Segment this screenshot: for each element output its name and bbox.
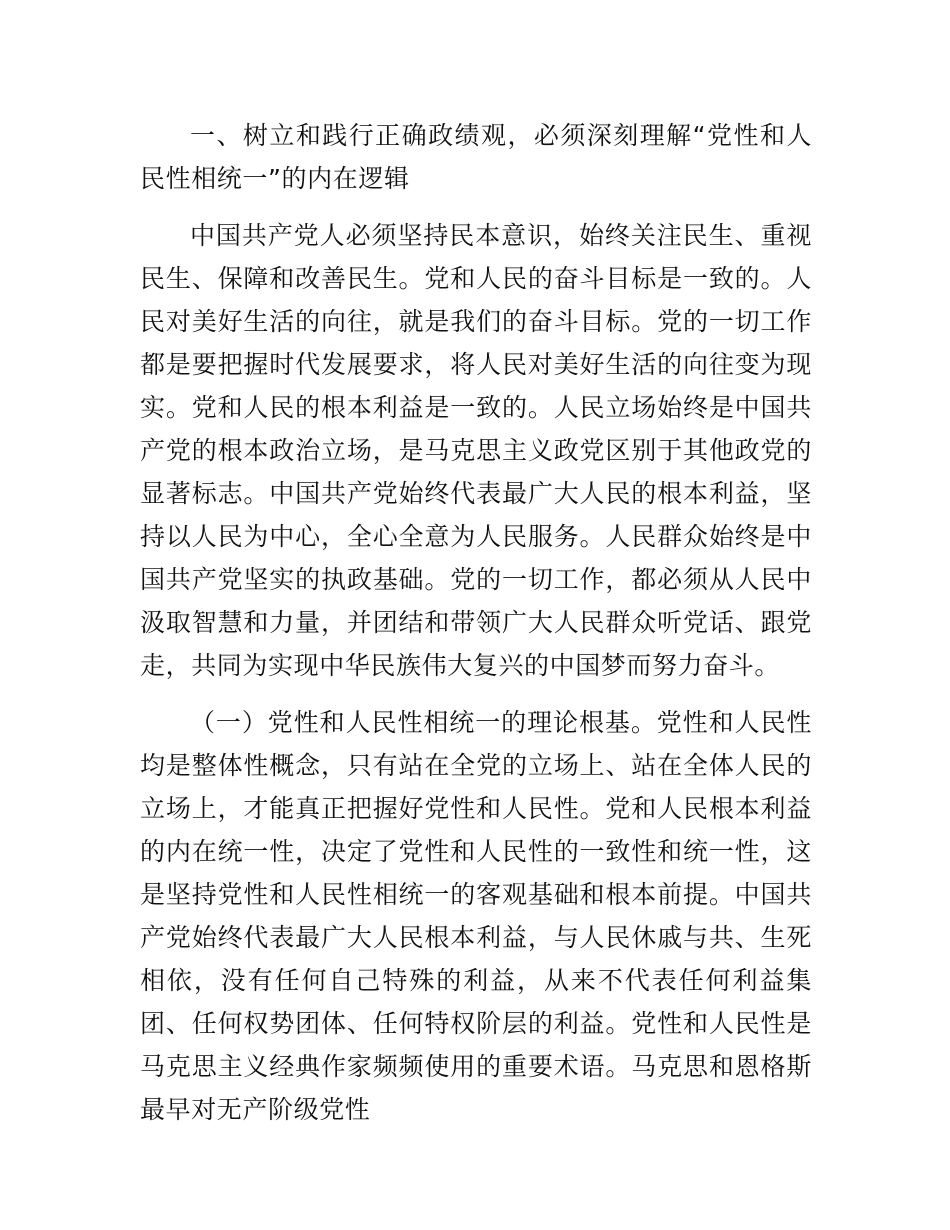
document-body [140,114,812,1145]
section-heading: 一、树立和践行正确政绩观，必须深刻理解“党性和人民性相统一”的内在逻辑 [140,121,812,193]
paragraph-people-centered: 中国共产党人必须坚持民本意识，始终关注民生、重视民生、保障和改善民生。党和人民的奋斗目标是一致的。人民对美好生活的向往，就是我们的奋斗目标。党的一切工作都是要把握时代发展要求，将人民对美好生活的向往变为现实。党和人民的根本利益是一致的。人民立场始终是中国共产党的根本政治立场，是马克思主义政党区别于其他政党的显著标志。中国共产党始终代表最广大人民的根本利益，坚持以人民为中心，全心全意为人民服务。人民群众始终是中国共产党坚实的执政基础。党的一切工作，都必须从人民中汲取智慧和力量，并团结和带领广大人民群众听党话、跟党走，共同为实现中华民族伟大复兴的中国梦而努力奋斗。 [140,221,812,680]
paragraph-theoretical-foundation: （一）党性和人民性相统一的理论根基。党性和人民性均是整体性概念，只有站在全党的立场上、站在全体人民的立场上，才能真正把握好党性和人民性。党和人民根本利益的内在统一性，决定了党性和人民性的一致性和统一性，这是坚持党性和人民性相统一的客观基础和根本前提。中国共产党始终代表最广大人民根本利益，与人民休戚与共、生死相依，没有任何自己特殊的利益，从来不代表任何利益集团、任何权势团体、任何特权阶层的利益。党性和人民性是马克思主义经典作家频频使用的重要术语。马克思和恩格斯最早对无产阶级党性 [140,708,812,1124]
